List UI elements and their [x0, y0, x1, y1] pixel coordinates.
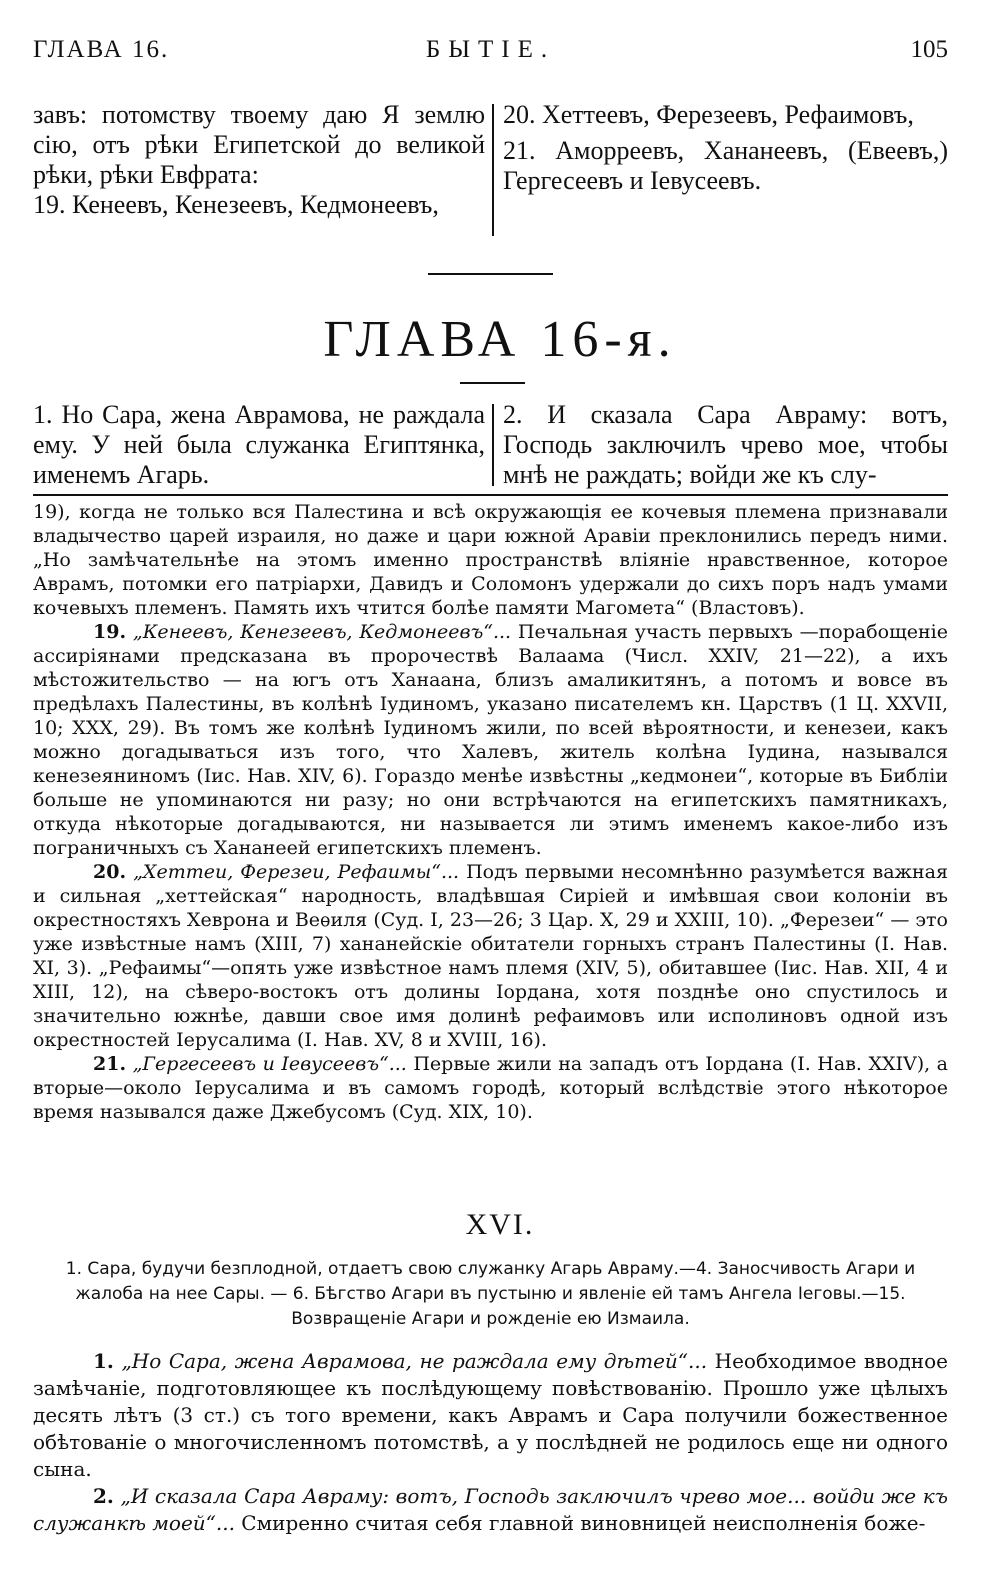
verse-number: 20.	[93, 861, 127, 883]
chapter-summary: 1. Сара, будучи безплодной, отдаетъ свою служанку Агарь Авраму.—4. Заносчивость Агари и жалоба на нее Сары. — 6. Бѣгство Агари въ пустыню и явленіе ей тамъ Ангела Іеговы.—15. Возвращеніе Агари и рожденіе ею Измаила.	[65, 1259, 916, 1329]
verse-20: 20. Хеттеевъ, Ферезеевъ, Рефаимовъ,	[503, 100, 914, 129]
chapter-right-column	[503, 400, 948, 490]
commentary-paragraph: 19), когда не только вся Палестина и всѣ окружающія ее кочевыя племена признавали владычество царей израиля, но даже и цари южной Аравіи преклонились передъ ними. „Но замѣчательнѣе на этомъ именно пространствѣ вліяніе нравственное, которое Аврамъ, потомки его патріархи, Давидъ и Соломонъ удержали до сихъ поръ надъ умами кочевыхъ племенъ. Память ихъ чтится болѣе памяти Магомета“ (Властовъ).	[33, 501, 948, 619]
chapter-title: ГЛАВА 16-я.	[323, 311, 677, 368]
verse-number: 2.	[93, 1484, 114, 1508]
top-scripture-columns	[33, 100, 948, 240]
verse-lemma: „Гергесеевъ и Іевусеевъ“...	[132, 1053, 407, 1075]
verse-lemma: „Хеттеи, Ферезеи, Рефаимы“...	[133, 861, 460, 883]
commentary-text: Печальная участь первыхъ —порабощеніе ассиріянами предсказана въ пророчествѣ Валаама (Числ. XXIV, 21—22), а ихъ мѣстожительство — на югъ отъ Ханаана, близъ амаликитянъ, а потомъ и вовсе въ предѣлахъ Палестины, въ колѣнѣ Іудиномъ, указано писателемъ кн. Царствъ (1 Ц. XXVII, 10; XXX, 29). Въ томъ же колѣнѣ Іудиномъ жили, по всей вѣроятности, и кенезеи, какъ можно догадываться изъ того, что Халевъ, житель колѣна Іудина, назывался кенезеяниномъ (Іис. Нав. XIV, 6). Гораздо менѣе извѣстны „кедмонеи“, которые въ Библіи больше не упоминаются ни разу; но они встрѣчаются на египетскихъ памятникахъ, откуда нѣкоторые догадываются, ни называется ли этимъ именемъ какое-либо изъ пограничныхъ съ Хананеей египетскихъ племенъ.	[33, 621, 949, 859]
verse-number: 21.	[93, 1053, 127, 1075]
commentary-text: Смиренно считая себя главной виновницей неисполненія боже-	[234, 1511, 926, 1535]
running-head-book: БЫТІЕ.	[425, 36, 556, 63]
chapter-left-column	[33, 400, 485, 490]
section-numeral: XVI.	[465, 1208, 535, 1241]
top-right-column	[503, 100, 948, 196]
verse-16-2: 2. И сказала Сара Авраму: вотъ, Господь заключилъ чрево мое, чтобы мнѣ не раждать; войди же къ слу-	[503, 400, 948, 489]
running-head-chapter: ГЛАВА 16.	[33, 36, 170, 63]
chapter-scripture-columns	[33, 400, 948, 492]
verse-lemma: „Кенеевъ, Кенезеевъ, Кедмонеевъ“...	[132, 621, 512, 643]
verse-number: 19.	[93, 621, 127, 643]
title-rule	[460, 382, 525, 384]
verse-16-1: 1. Но Сара, жена Аврамова, не раждала ему. У ней была служанка Египтянка, именемъ Агарь.	[33, 400, 485, 489]
commentary-verse-2	[33, 1483, 948, 1537]
verse-19: 19. Кенеевъ, Кенезеевъ, Кедмонеевъ,	[33, 190, 439, 219]
commentary-verse-20	[33, 860, 948, 1052]
verse-18-end: завъ: потомству твоему даю Я землю сію, отъ рѣки Египетской до великой рѣки, рѣки Евфрата:	[33, 100, 485, 189]
verse-lemma: „И сказала Сара Авраму: вотъ, Господь заключилъ чрево мое... войди же къ служанкѣ моей“...	[33, 1484, 948, 1535]
verse-number: 1.	[93, 1349, 114, 1373]
top-left-column	[33, 100, 485, 220]
commentary-text: Подъ первыми несомнѣнно разумѣется важная и сильная „хеттейская“ народность, владѣвшая Сиріей и имѣвшая свои колоніи въ окрестностяхъ Хеврона и Веѳиля (Суд. I, 23—26; 3 Цар. X, 29 и XXIII, 10). „Ферезеи“ — это уже извѣстные намъ (XIII, 7) хананейскіе обитатели горныхъ странъ Палестины (I. Нав. XI, 3). „Рефаимы“—опять уже извѣстное намъ племя (XIV, 5), обитавшее (Іис. Нав. XII, 4 и XIII, 12), на сѣверо-востокъ отъ долины Іордана, хотя позднѣе оно спустилось и значительно южнѣе, давши свое имя долинѣ рефаимовъ или исполиновъ одной изъ окрестностей Іерусалима (I. Нав. XV, 8 и XVIII, 16).	[33, 861, 948, 1051]
commentary-verse-19	[33, 620, 948, 860]
column-divider	[492, 404, 494, 486]
commentary-chapter-15	[33, 500, 948, 1124]
commentary-chapter-16	[33, 1348, 948, 1537]
commentary-verse-21	[33, 1052, 948, 1124]
section-rule	[428, 273, 553, 275]
running-head	[33, 30, 948, 70]
commentary-text: Необходимое вводное замѣчаніе, подготовляющее къ послѣдующему повѣствованію. Прошло уже цѣлыхъ десять лѣтъ (3 ст.) съ того времени, какъ Аврамъ и Сара получили божественное обѣтованіе о многочисленномъ потомствѣ, а у послѣдней не родилось еще ни одного сына.	[33, 1349, 949, 1481]
verse-lemma: „Но Сара, жена Аврамова, не раждала ему дѣтей“...	[121, 1349, 708, 1373]
commentary-verse-1	[33, 1348, 948, 1483]
commentary-rule	[33, 494, 948, 496]
page-number: 105	[910, 36, 948, 63]
column-divider	[492, 104, 494, 236]
commentary-text: Первые жили на западъ отъ Іордана (I. Нав. XXIV), а вторые—около Іерусалима и въ самомъ городѣ, который вслѣдствіе этого нѣкоторое время назывался даже Джебусомъ (Суд. XIX, 10).	[33, 1053, 948, 1123]
verse-21: 21. Аморреевъ, Хананеевъ, (Евеевъ,) Гергесеевъ и Іевусеевъ.	[503, 136, 948, 195]
